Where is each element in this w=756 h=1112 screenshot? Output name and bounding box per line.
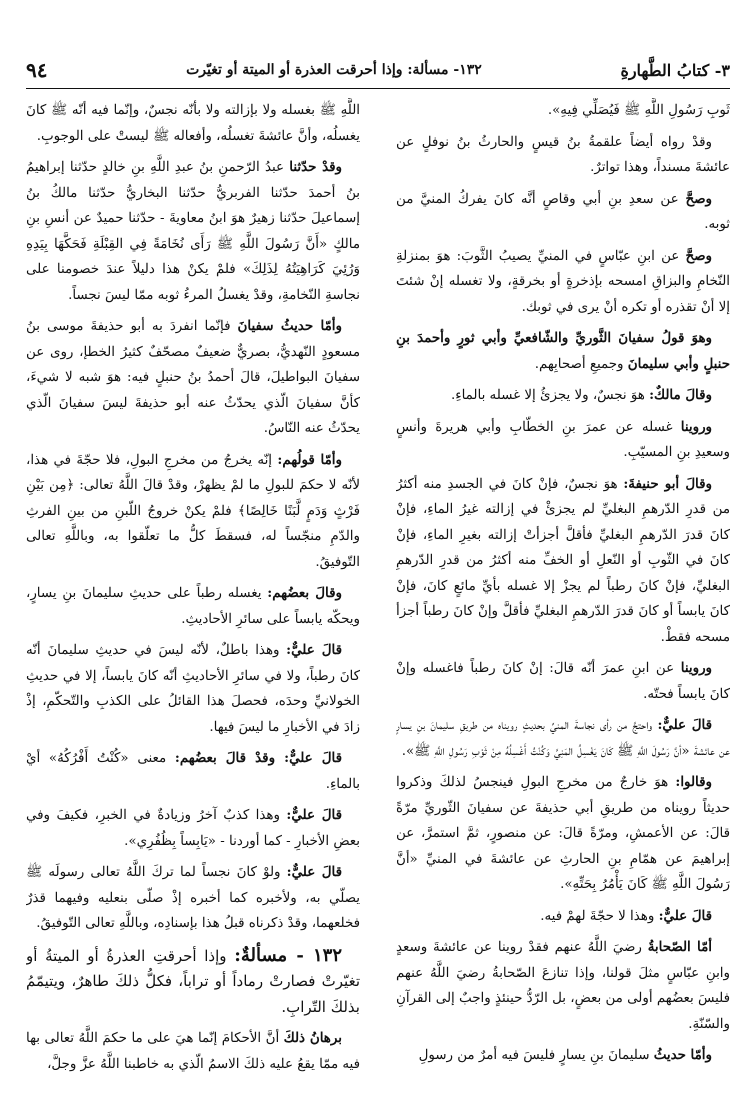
paragraph-text: وقدْ رواه أيضاً علقمةُ بنُ قيسٍ والحارثُ بنُ نوفلٍ عن عائشةَ مسنداً، وهذا تواترٌ. — [396, 134, 730, 175]
lead-phrase: قالَ عليٌّ: وقدْ قالَ بعضُهم: — [174, 750, 342, 766]
paragraph — [396, 98, 730, 124]
right-column — [396, 98, 730, 1098]
lead-phrase: قالَ عليٌّ: — [286, 807, 342, 823]
paragraph-text: أنَّ الأحكامَ إنّما هيَ على ما حكمَ اللَّهُ تعالى بها فيه ممّا يقعُ عليه ذلكَ الاسمُ الّذي به خاطبنا اللَّهُ عزَّ وجلَّ، — [26, 1031, 360, 1072]
page-number: ٩٤ — [26, 58, 48, 82]
lead-phrase: قالَ عليٌّ: — [286, 642, 342, 658]
lead-phrase: وصحَّ — [685, 190, 712, 207]
paragraph — [26, 746, 360, 797]
lead-phrase: برهانُ ذلكَ — [283, 1030, 342, 1046]
lead-phrase: أمّا الصّحابةُ — [647, 939, 712, 955]
paragraph-text: اللَّهِ ﷺ بغسله ولا بإزالته ولا بأنّه نجسٌ، وإنّما فيه أنّه ﷺ كانَ يغسلُه، وأنَّ عائشةَ تغسلُه، وأفعاله ﷺ ليستْ على الوجوبِ. — [26, 103, 360, 144]
lead-phrase: وصحَّ — [685, 247, 712, 264]
paragraph — [396, 713, 730, 764]
lead-phrase: قالَ عليٌّ: — [658, 907, 712, 924]
lead-phrase: وهوَ قولُ سفيانَ الثَّوريِّ والشّافعيِّ وأبي ثورٍ وأحمدَ بنِ حنبلٍ وأبي سليمانَ — [396, 330, 730, 372]
paragraph-text: هوَ نجسٌ، فإنْ كانَ في الجسدِ منه أكثرُ من قدرِ الدّرهمِ البغليِّ لم يجزئْ في إزالته غيرُ الماءِ، فإنْ كانَ قدرَ الدّرهمِ البغليِّ فأقلَّ أجزأتْ إزالته بغيرِ الماءِ، فإنْ كانَ في الثّوبِ أو النّعلِ أو الخفِّ منه أكثرُ من قدرِ الدّرهمِ البغليِّ، فإنْ كانَ رطباً لم يجزْ إلا غسله بأيِّ مائعٍ كانَ، فإنْ كانَ يابساً أو كانَ قدرَ الدّرهمِ البغليِّ فأقلَّ وإنْ كانَ رطباً أجزأ مسحه فقطْ. — [396, 476, 730, 645]
paragraph — [396, 1043, 730, 1069]
paragraph — [396, 130, 730, 181]
paragraph-text: إنّه يخرجُ من مخرجِ البولِ، فلا حجّةَ في هذا، لأنّه لا حكمَ للبولِ ما لمْ يظهرْ، وقدْ قالَ اللَّهُ تعالى: ﴿مِن بَيْنِ فَرْثٍ وَدَمٍ لَّبَنًا خَالِصًا﴾ فلمْ يكنْ خروجُ اللّبنِ من بينِ الفرثِ والدّمِ منجّساً له، فسقطَ كلُّ ما تعلّقوا به، وباللَّهِ تعالى التّوفيقُ. — [26, 452, 360, 570]
issue-number: ١٣٢ - مسألةٌ: — [234, 944, 342, 966]
lead-phrase: وقالَ مالكٌ: — [649, 387, 712, 403]
paragraph — [396, 770, 730, 898]
paragraph — [26, 448, 360, 576]
paragraph — [26, 860, 360, 937]
paragraph-text: وجميعِ أصحابِهم. — [534, 356, 628, 372]
paragraph — [396, 415, 730, 466]
paragraph — [26, 803, 360, 854]
lead-phrase: وأمّا حديثُ سفيانَ — [237, 318, 342, 334]
paragraph-text: وإذا أحرقتِ العذرةُ أو الميتةُ أو تغيّرتْ فصارتْ رماداً أو تراباً، فكلُّ ذلكَ طاهرٌ، ويتيمّمُ بذلكَ التّرابِ. — [26, 946, 360, 1016]
paragraph-text: عن ابنِ عبّاسٍ في المنيِّ يصيبُ الثَّوبَ: هوَ بمنزلةِ النّخامِ والبزاقِ امسحه بإذخرةٍ أو بخرقةٍ، ولا تغسله إنْ شئتَ إلا أنْ تقذره أو تكره أنْ يرى في ثوبك. — [396, 248, 730, 315]
page-header — [26, 54, 730, 86]
paragraph — [26, 943, 360, 1021]
paragraph-text: عن سعدِ بنِ أبي وقاصٍ أنَّه كانَ يفركُ المنيَّ من ثوبه. — [396, 191, 730, 232]
paragraph — [396, 904, 730, 930]
paragraph — [396, 187, 730, 238]
paragraph-text: غسله عن عمرَ بنِ الخطّابِ وأبي هريرةَ وأنسٍ وسعيدِ بنِ المسيّبِ. — [396, 419, 730, 460]
paragraph-text: واحتجَّ من رأى نجاسةَ المنيِّ بحديثٍ رويناه من طريقِ سليمانَ بنِ يسارٍ عن عائشةَ «أنَّ رَسُولَ اللَّهِ ﷺ كَانَ يَغْسِلُ المَنِيَّ وَكُنْتُ أَغْسِلُهُ مِنْ ثَوْبِ رَسُولِ اللَّهِ ﷺ». — [396, 718, 730, 759]
chapter-title: ٣- كتابُ الطَّهارةِ — [620, 60, 730, 80]
lead-phrase: وأمّا قولُهم: — [277, 451, 342, 468]
paragraph-text: وهذا باطلٌ، لأنّه ليسَ في حديثِ سليمانَ أنّه كانَ رطباً، ولا في سائرِ الأحاديثِ أنّه كانَ يابساً، إلا في حديثِ الخولانيِّ وحدَه، فحصلَ هذا القائلُ على الكذبِ والتّحكّمِ، إذْ زادَ في الأخبارِ ما ليسَ فيها. — [26, 643, 360, 735]
paragraph-text: هوَ نجسٌ، ولا يجزئُ إلا غسله بالماءِ. — [451, 388, 650, 403]
paragraph-text: ثَوبِ رَسُولِ اللَّهِ ﷺ فَيُصَلِّي فِيهِ». — [547, 103, 730, 118]
paragraph-text: ولوْ كانَ نجساً لما تركَ اللَّهُ تعالى رسولَه ﷺ يصلّي به، ولأخبره كما أخبره إذْ صلّى بنعليه وفيهما قذرٌ فخلعهما، وقدْ ذكرناه قبلُ هذا بإسنادِه، وباللَّهِ تعالى التّوفيقُ. — [26, 865, 360, 931]
paragraph — [26, 638, 360, 740]
paragraph-text: سليمانَ بنِ يسارٍ فليسَ فيه أمرٌ من رسولِ — [418, 1048, 654, 1063]
paragraph-text: وهذا لا حجّةَ لهمْ فيه. — [540, 908, 659, 924]
paragraph-text: رضيَ اللَّهُ عنهم فقدْ روينا عن عائشةَ وسعدٍ وابنِ عبّاسٍ مثلَ قولنا، وإذا تنازعَ الصّحابةُ رضيَ اللَّهُ عنهم فليسَ بعضُهم أولى من بعضٍ، بل الرّدُّ حينئذٍ واجبٌ إلى القرآنِ والسّنّةِ. — [396, 940, 730, 1032]
lead-phrase: وقالَ أبو حنيفةَ: — [623, 475, 712, 492]
paragraph — [396, 244, 730, 321]
lead-phrase: وقدْ حدّثنا — [289, 159, 342, 175]
paragraph-text: عن ابنِ عمرَ أنّه قالَ: إنْ كانَ رطباً فاغسله وإنْ كانَ يابساً فحتّه. — [396, 661, 730, 702]
lead-phrase: وروينا — [680, 660, 712, 676]
lead-phrase: وأمّا حديثُ — [653, 1047, 712, 1063]
paragraph — [26, 1026, 360, 1077]
paragraph — [396, 935, 730, 1037]
lead-phrase: قالَ عليٌّ: — [657, 717, 713, 733]
lead-phrase: وروينا — [680, 418, 712, 435]
paragraph — [26, 98, 360, 149]
paragraph — [396, 383, 730, 409]
paragraph — [26, 155, 360, 308]
paragraph-text: عبدُ الرّحمنِ بنُ عبدِ اللَّهِ بنِ خالدٍ حدّثنا إبراهيمُ بنُ أحمدَ حدّثنا الفربريُّ حدّثنا البخاريُّ حدّثنا مالكُ بنُ إسماعيلَ حدّثنا زهيرٌ هوَ ابنُ معاويةَ - حدّثنا حميدٌ عن أنسِ بنِ مالكٍ «أَنَّ رَسُولَ اللَّهِ ﷺ رَأَى نُخَامَةً فِي القِبْلَةِ فَحَكَّهَا بِيَدِهِ وَرُئِيَ كَرَاهِيَتُهُ لِذَلِكَ» فلمْ يكنْ هذا دليلاً عندَ خصومنا على نجاسةِ النّخامةِ، وقدْ يغسلُ المرءُ ثوبه ممّا ليسَ نجساً. — [26, 160, 360, 303]
paragraph-text: وهذا كذبٌ آخرُ وزيادةٌ في الخبرِ، فكيفَ وفي بعضِ الأخبارِ - كما أوردنا - «يَابِساً بِظُفُرِي». — [26, 808, 360, 849]
lead-phrase: وقالوا: — [675, 774, 712, 790]
issue-title: ١٣٢- مسألة: وإذا أحرقت العذرة أو الميتة أو تغيّرت — [186, 62, 482, 78]
paragraph-text: يغسله رطباً على حديثِ سليمانَ بنِ يسارٍ، ويحكّه يابساً على سائرِ الأحاديثِ. — [26, 586, 360, 627]
left-column — [26, 98, 360, 1098]
paragraph-text: فإنّما انفردَ به أبو حذيفةَ موسى بنُ مسعودٍ النّهديُّ، بصريٌّ ضعيفٌ مصحّفٌ كثيرُ الخطإ، روى عن سفيانَ البواطيلَ، قالَ أحمدُ بنُ حنبلٍ فيه: هوَ شبه لا شيءَ، كأنَّ سفيانَ الّذي يحدّثُ عنه أبو حذيفةَ ليسَ سفيانَ الّذي يحدّثُ عنه النّاسُ. — [26, 319, 360, 436]
header-rule — [26, 88, 730, 89]
paragraph — [26, 314, 360, 442]
paragraph — [396, 326, 730, 377]
lead-phrase: وقالَ بعضُهم: — [267, 585, 342, 601]
lead-phrase: قالَ عليٌّ: — [286, 864, 342, 880]
paragraph — [396, 472, 730, 651]
paragraph — [396, 656, 730, 707]
paragraph-text: معنى «كُنْتُ أَفْرُكُهُ» أيْ بالماءِ. — [26, 751, 360, 792]
paragraph-text: هوَ خارجٌ من مخرجِ البولِ فينجسُ لذلكَ وذكروا حديثاً رويناه من طريقِ أبي حذيفةَ عن سفيانَ الثّوريِّ مرّةً قالَ: عن الأعمشِ، ومرّةً قالَ: عن منصورٍ، ثمَّ استمرَّ، عن إبراهيمَ عن همّامِ بنِ الحارثِ عن عائشةَ في المنيِّ «أنَّ رَسُولَ اللَّهِ ﷺ كَانَ يَأْمُرُ بِحَتِّهِ». — [396, 775, 730, 892]
paragraph — [26, 581, 360, 632]
